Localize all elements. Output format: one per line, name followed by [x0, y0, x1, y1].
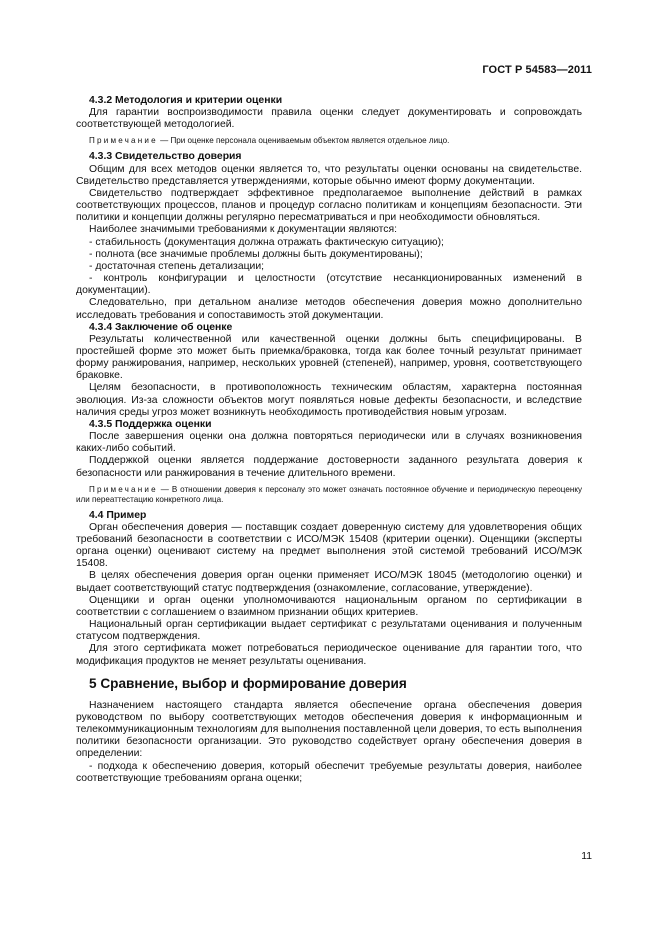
paragraph: Для гарантии воспроизводимости правила оценки следует документировать и сопровождать соответствующей методологией.	[76, 107, 582, 131]
paragraph: Для этого сертификата может потребоваться периодическое оценивание для гарантии того, что модификация продуктов не меняет результаты оценивания.	[76, 643, 582, 667]
section-5-heading: 5 Сравнение, выбор и формирование доверия	[89, 675, 407, 691]
note	[76, 485, 582, 505]
note	[76, 136, 582, 146]
note-label: Примечание	[89, 484, 158, 494]
section-4-3-5-heading: 4.3.5 Поддержка оценки	[89, 418, 212, 430]
page-content	[76, 95, 582, 785]
document-code: ГОСТ Р 54583—2011	[482, 64, 592, 76]
section-4-3-2-heading: 4.3.2 Методология и критерии оценки	[89, 95, 283, 106]
section-4-3-4-heading: 4.3.4 Заключение об оценке	[89, 321, 233, 333]
paragraph: Поддержкой оценки является поддержание достоверности заданного результата доверия к безопасности или ранжирования в течение длительного времени.	[76, 455, 582, 479]
list-item: - полнота (все значимые проблемы должны быть документированы);	[89, 248, 423, 260]
paragraph: Назначением настоящего стандарта является обеспечение органа обеспечения доверия руководством по выбору соответствующих методов обеспечения доверия к информационным и телекоммуникационным технологиям для выполнения поставленной цели доверия, то есть выполнения политики безопасности организации. Это руководство содействует органу обеспечения доверия в определении:	[76, 699, 582, 760]
paragraph: Национальный орган сертификации выдает сертификат с результатами оценивания и полученным статусом подтверждения.	[76, 619, 582, 643]
note-text: — При оценке персонала оцениваемым объектом является отдельное лицо.	[157, 136, 450, 146]
paragraph: Целям безопасности, в противоположность техническим областям, характерна постоянная эволюция. Из-за сложности объектов могут появляться новые дефекты безопасности, и вследствие наличия среды угроз может возникнуть необходимость противодействия новым угрозам.	[76, 382, 582, 418]
list-item: - достаточная степень детализации;	[89, 260, 265, 272]
paragraph: Следовательно, при детальном анализе методов обеспечения доверия можно дополнительно исследовать требования и сопоставимость этой документации.	[76, 297, 582, 321]
section-4-4-heading: 4.4 Пример	[89, 509, 147, 521]
paragraph: Общим для всех методов оценки является то, что результаты оценки основаны на свидетельстве. Свидетельство представляется утверждениями, которые обычно имеют форму документации.	[76, 163, 582, 187]
list-item: - стабильность (документация должна отражать фактическую ситуацию);	[89, 236, 444, 248]
paragraph: После завершения оценки она должна повторяться периодически или в случаях возникновения каких-либо событий.	[76, 431, 582, 455]
note-label: Примечание	[89, 136, 158, 146]
paragraph: Оценщики и орган оценки уполномочиваются национальным органом по сертификации в соответствии с соглашением о взаимном признании общих критериев.	[76, 594, 582, 618]
paragraph: Наиболее значимыми требованиями к документации являются:	[89, 224, 397, 236]
paragraph: Свидетельство подтверждает эффективное предполагаемое выполнение действий в рамках соответствующих процессов, планов и процедур согласно политикам и концепциям безопасности. Эти политики и концепции должны регулярно пересматриваться и при необходимости обновляться.	[76, 187, 582, 224]
section-4-3-3-heading: 4.3.3 Свидетельство доверия	[89, 151, 242, 163]
paragraph: Орган обеспечения доверия — поставщик создает доверенную систему для удовлетворения общих требований безопасности в соответствии с ИСО/МЭК 15408 (критерии оценки). Оценщики (эксперты органа оценки) оценивают систему на предмет выполнения этой системой требований ИСО/МЭК 15408.	[76, 521, 582, 570]
paragraph: - подхода к обеспечению доверия, который обеспечит требуемые результаты доверия, наиболее соответствующие требованиям органа оценки;	[76, 760, 582, 784]
paragraph: Результаты количественной или качественной оценки должны быть специфицированы. В простейшей форме это может быть приемка/браковка, тогда как более точный результат принимает форму ранжирования, например, нескольких уровней (степеней), например, уровня, соответствующего браковке.	[76, 333, 582, 382]
paragraph: В целях обеспечения доверия орган оценки применяет ИСО/МЭК 18045 (методологию оценки) и выдает соответствующий статус подтверждения (ознакомление, согласование, утверждение).	[76, 570, 582, 594]
list-item: - контроль конфигурации и целостности (отсутствие несанкционированных изменений в документации).	[76, 273, 582, 297]
page-number: 11	[581, 851, 592, 862]
note-text: — В отношении доверия к персоналу это может означать постоянное обучение и периодическую переоценку или переаттестацию конкретного лица.	[76, 484, 582, 504]
